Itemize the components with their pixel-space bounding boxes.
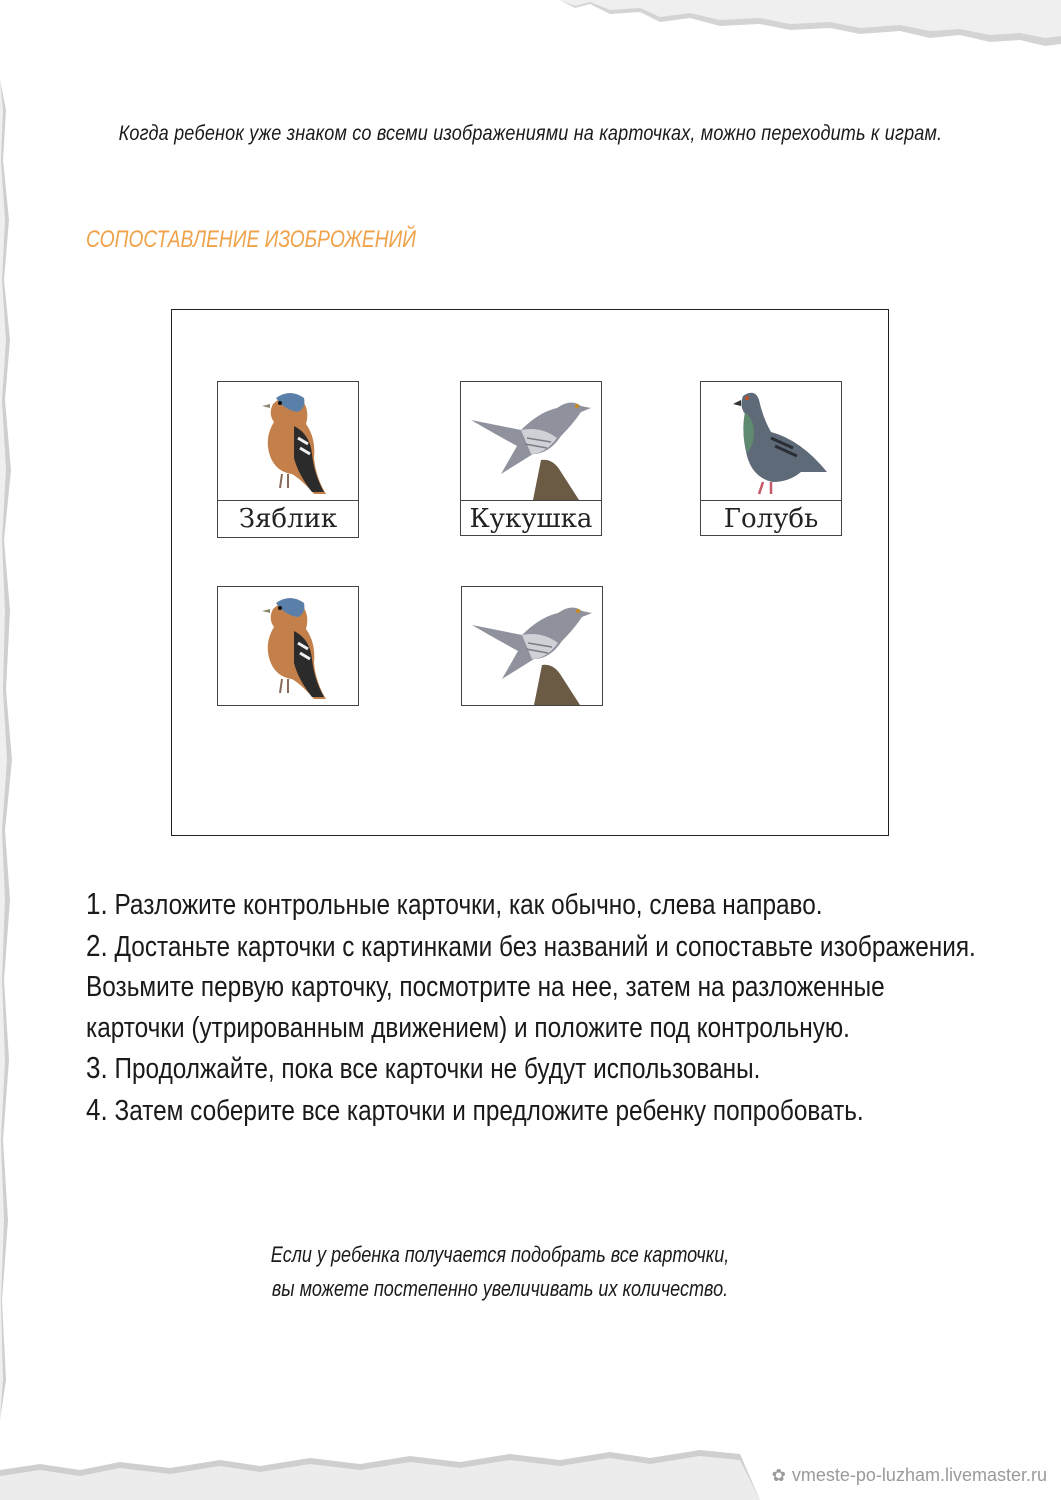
step-number: 2. [86,927,108,963]
step-text: Достаньте карточки с картинками без названий и сопоставьте изображения. [114,930,976,963]
chaffinch-image [218,382,360,500]
tip-line: Если у ребенка получается подобрать все карточки, [270,1242,730,1267]
card-board [171,309,889,836]
matching-card-cuckoo[interactable] [461,586,603,706]
step-number: 4. [86,1091,108,1127]
tip-note [90,1238,910,1306]
pigeon-image [701,382,843,500]
step-line [86,967,909,1008]
step-line [86,1048,909,1090]
card-label: Зяблик [218,500,358,537]
control-card-chaffinch[interactable] [217,381,359,538]
chaffinch-image [218,587,360,705]
tip-line: вы можете постепенно увеличивать их количество. [271,1276,729,1301]
step-text: Возьмите первую карточку, посмотрите на нее, затем на разложенные [86,971,885,1003]
control-card-cuckoo[interactable] [460,381,602,536]
instruction-steps [86,884,976,1131]
step-number: 1. [86,886,108,921]
torn-edge-left-decoration [0,0,22,1500]
flower-icon: ✿ [771,1466,786,1485]
step-text: Продолжайте, пока все карточки не будут использованы. [114,1053,761,1085]
step-text: Затем соберите все карточки и предложите ребенку попробовать. [114,1094,864,1127]
cuckoo-image [461,382,603,500]
step-text: Разложите контрольные карточки, как обычно, слева направо. [114,889,823,921]
card-label: Голубь [701,500,841,535]
torn-edge-top-decoration [0,0,1061,60]
footer-watermark[interactable] [772,1465,1047,1486]
matching-card-chaffinch[interactable] [217,586,359,706]
step-line [86,926,976,968]
card-label: Кукушка [461,500,601,535]
step-text: карточки (утрированным движением) и положите под контрольную. [86,1011,850,1044]
torn-edge-bottom-decoration [0,1440,760,1500]
control-card-pigeon[interactable] [700,381,842,536]
footer-link[interactable]: vmeste-po-luzham.livemaster.ru [791,1465,1047,1485]
step-line [86,1008,909,1049]
step-line [86,884,909,926]
step-line [86,1090,909,1132]
cuckoo-image [462,587,604,705]
intro-text: Когда ребенок уже знаком со всеми изображениями на карточках, можно переходить к играм. [118,122,943,145]
section-title: СОПОСТАВЛЕНИЕ ИЗОБРОЖЕНИЙ [86,226,417,253]
step-number: 3. [86,1050,108,1085]
